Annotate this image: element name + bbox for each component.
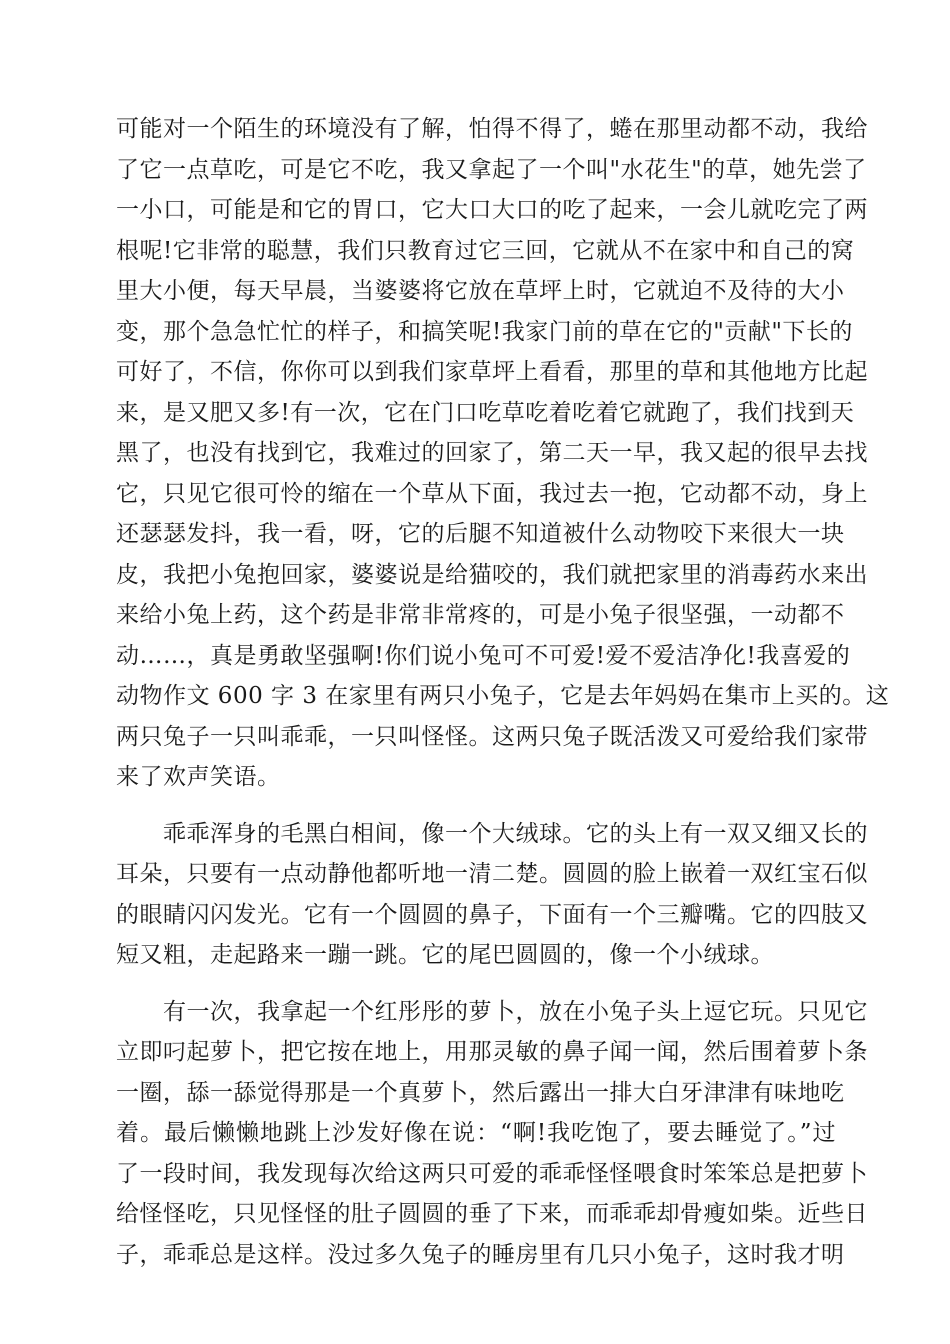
text-line: 变，那个急急忙忙的样子，和搞笑呢!我家门前的草在它的"贡献"下长的 bbox=[116, 318, 853, 345]
text-line: 还瑟瑟发抖，我一看，呀，它的后腿不知道被什么动物咬下来很大一块 bbox=[116, 521, 845, 547]
text-line: 一小口，可能是和它的胃口，它大口大口的吃了起来，一会儿就吃完了两 bbox=[116, 197, 868, 223]
text-line: 一圈，舔一舔觉得那是一个真萝卜，然后露出一排大白牙津津有味地吃 bbox=[116, 1079, 845, 1106]
text-line: 立即叼起萝卜，把它按在地上，用那灵敏的鼻子闻一闻，然后围着萝卜条 bbox=[116, 1039, 868, 1065]
text-line: 乖乖浑身的毛黑白相间，像一个大绒球。它的头上有一双又细又长的 bbox=[116, 820, 868, 847]
text-line: 可好了，不信，你你可以到我们家草坪上看看，那里的草和其他地方比起 bbox=[116, 359, 868, 385]
paragraph-3 bbox=[116, 992, 868, 1276]
text-line: 给怪怪吃，只见怪怪的肚子圆圆的垂了下来，而乖乖却骨瘦如柴。近些日 bbox=[116, 1201, 868, 1227]
text-line: 短又粗，走起路来一蹦一跳。它的尾巴圆圆的，像一个小绒球。 bbox=[116, 942, 774, 968]
text-line: 根呢!它非常的聪慧，我们只教育过它三回，它就从不在家中和自己的窝 bbox=[116, 237, 855, 264]
text-line: 有一次，我拿起一个红彤彤的萝卜，放在小兔子头上逗它玩。只见它 bbox=[116, 998, 868, 1025]
text-line: 的眼睛闪闪发光。它有一个圆圆的鼻子，下面有一个三瓣嘴。它的四肢又 bbox=[116, 901, 868, 928]
document-body bbox=[116, 109, 890, 1275]
text-line: 动……，真是勇敢坚强啊!你们说小兔可不可爱!爱不爱洁净化!我喜爱的 bbox=[116, 642, 851, 669]
text-line: 动物作文 600 字 3 在家里有两只小兔子，它是去年妈妈在集市上买的。这 bbox=[116, 683, 890, 709]
text-line: 来了欢声笑语。 bbox=[116, 764, 281, 790]
text-line: 黑了，也没有找到它，我难过的回家了，第二天一早，我又起的很早去找 bbox=[116, 440, 868, 466]
text-line: 它，只见它很可怜的缩在一个草从下面，我过去一抱，它动都不动，身上 bbox=[116, 480, 868, 507]
text-line: 子，乖乖总是这样。没过多久兔子的睡房里有几只小兔子，这时我才明 bbox=[116, 1241, 845, 1268]
text-line: 来，是又肥又多!有一次，它在门口吃草吃着吃着它就跑了，我们找到天 bbox=[116, 399, 855, 426]
text-line: 可能对一个陌生的环境没有了解，怕得不得了，蜷在那里动都不动，我给 bbox=[116, 116, 868, 142]
text-line: 里大小便，每天早晨，当婆婆将它放在草坪上时，它就迫不及待的大小 bbox=[116, 278, 845, 304]
paragraph-2 bbox=[116, 814, 868, 976]
text-line: 来给小兔上药，这个药是非常非常疼的，可是小兔子很坚强，一动都不 bbox=[116, 602, 845, 628]
text-line: 了一段时间，我发现每次给这两只可爱的乖乖怪怪喂食时笨笨总是把萝卜 bbox=[116, 1160, 868, 1187]
text-line: 两只兔子一只叫乖乖，一只叫怪怪。这两只兔子既活泼又可爱给我们家带 bbox=[116, 723, 868, 750]
text-line: 了它一点草吃，可是它不吃，我又拿起了一个叫"水花生"的草，她先尝了 bbox=[116, 156, 867, 183]
text-line: 着。最后懒懒地跳上沙发好像在说：“啊!我吃饱了，要去睡觉了。”过 bbox=[116, 1120, 836, 1146]
text-line: 耳朵，只要有一点动静他都听地一清二楚。圆圆的脸上嵌着一双红宝石似 bbox=[116, 861, 868, 887]
paragraph-1 bbox=[116, 109, 890, 798]
text-line: 皮，我把小兔抱回家，婆婆说是给猫咬的，我们就把家里的消毒药水来出 bbox=[116, 561, 868, 588]
